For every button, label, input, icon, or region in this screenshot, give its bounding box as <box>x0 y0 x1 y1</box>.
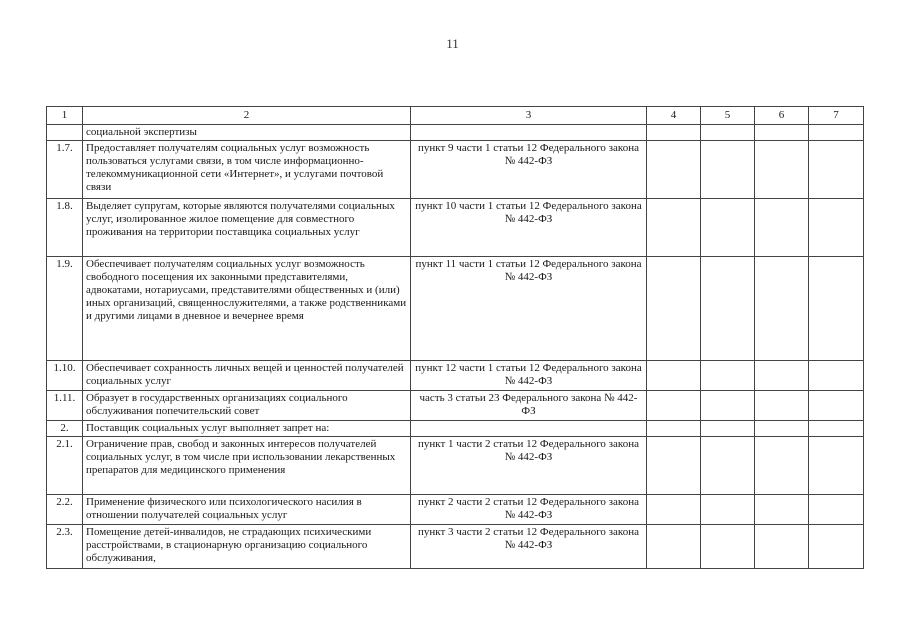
legal-reference: пункт 3 части 2 статьи 12 Федерального закона № 442-ФЗ <box>411 525 647 569</box>
empty-cell <box>647 199 701 257</box>
header-cell: 2 <box>83 107 411 125</box>
item-number: 2.1. <box>47 437 83 495</box>
legal-reference: пункт 9 части 1 статьи 12 Федерального закона № 442-ФЗ <box>411 141 647 199</box>
empty-cell <box>809 437 864 495</box>
empty-cell <box>809 495 864 525</box>
empty-cell <box>755 125 809 141</box>
legal-reference: пункт 12 части 1 статьи 12 Федерального закона № 442-ФЗ <box>411 361 647 391</box>
empty-cell <box>701 391 755 421</box>
legal-reference: пункт 2 части 2 статьи 12 Федерального закона № 442-ФЗ <box>411 495 647 525</box>
legal-reference <box>411 421 647 437</box>
empty-cell <box>647 421 701 437</box>
empty-cell <box>755 525 809 569</box>
table-row <box>47 257 864 361</box>
table-row <box>47 437 864 495</box>
empty-cell <box>809 391 864 421</box>
requirements-table <box>46 106 864 569</box>
item-number: 1.11. <box>47 391 83 421</box>
item-number: 1.10. <box>47 361 83 391</box>
requirement-text: социальной экспертизы <box>83 125 411 141</box>
header-cell: 3 <box>411 107 647 125</box>
empty-cell <box>647 125 701 141</box>
legal-reference: пункт 1 части 2 статьи 12 Федерального закона № 442-ФЗ <box>411 437 647 495</box>
empty-cell <box>755 437 809 495</box>
header-cell: 7 <box>809 107 864 125</box>
requirement-text: Применение физического или психологического насилия в отношении получателей социальных услуг <box>83 495 411 525</box>
empty-cell <box>755 257 809 361</box>
item-number: 1.7. <box>47 141 83 199</box>
header-cell: 4 <box>647 107 701 125</box>
requirement-text: Обеспечивает получателям социальных услуг возможность свободного посещения их законными представителями, адвокатами, нотариусами, представителями общественных и (или) иных организаций, священнослужителями, а также родственниками и другими лицами в дневное и вечернее время <box>83 257 411 361</box>
empty-cell <box>809 199 864 257</box>
table-row <box>47 199 864 257</box>
item-number: 2. <box>47 421 83 437</box>
empty-cell <box>647 391 701 421</box>
empty-cell <box>809 361 864 391</box>
requirement-text: Обеспечивает сохранность личных вещей и ценностей получателей социальных услуг <box>83 361 411 391</box>
empty-cell <box>755 141 809 199</box>
empty-cell <box>755 199 809 257</box>
empty-cell <box>809 141 864 199</box>
requirement-text: Помещение детей-инвалидов, не страдающих психическими расстройствами, в стационарную организацию социального обслуживания, <box>83 525 411 569</box>
empty-cell <box>701 141 755 199</box>
empty-cell <box>701 257 755 361</box>
legal-reference: часть 3 статьи 23 Федерального закона № 442-ФЗ <box>411 391 647 421</box>
legal-reference: пункт 10 части 1 статьи 12 Федерального закона № 442-ФЗ <box>411 199 647 257</box>
empty-cell <box>755 391 809 421</box>
item-number: 2.3. <box>47 525 83 569</box>
table-row <box>47 361 864 391</box>
requirement-text: Выделяет супругам, которые являются получателями социальных услуг, изолированное жилое помещение для совместного проживания на территории поставщика социальных услуг <box>83 199 411 257</box>
empty-cell <box>809 257 864 361</box>
page-number: 11 <box>446 36 459 51</box>
empty-cell <box>701 437 755 495</box>
header-cell: 6 <box>755 107 809 125</box>
empty-cell <box>755 495 809 525</box>
empty-cell <box>647 257 701 361</box>
legal-reference <box>411 125 647 141</box>
empty-cell <box>647 495 701 525</box>
item-number: 1.9. <box>47 257 83 361</box>
empty-cell <box>701 525 755 569</box>
empty-cell <box>701 421 755 437</box>
item-number: 2.2. <box>47 495 83 525</box>
header-row <box>47 107 864 125</box>
table-row <box>47 391 864 421</box>
table-row <box>47 125 864 141</box>
empty-cell <box>701 199 755 257</box>
header-cell: 1 <box>47 107 83 125</box>
requirement-text: Поставщик социальных услуг выполняет запрет на: <box>83 421 411 437</box>
item-number <box>47 125 83 141</box>
empty-cell <box>809 125 864 141</box>
table-row <box>47 421 864 437</box>
empty-cell <box>755 361 809 391</box>
requirement-text: Образует в государственных организациях социального обслуживания попечительский совет <box>83 391 411 421</box>
empty-cell <box>701 125 755 141</box>
empty-cell <box>647 141 701 199</box>
table-row <box>47 141 864 199</box>
empty-cell <box>701 495 755 525</box>
empty-cell <box>701 361 755 391</box>
requirement-text: Предоставляет получателям социальных услуг возможность пользоваться услугами связи, в том числе информационно-телекоммуникационной сети «Интернет», и услугами почтовой связи <box>83 141 411 199</box>
requirement-text: Ограничение прав, свобод и законных интересов получателей социальных услуг, в том числе при использовании лекарственных препаратов для медицинского применения <box>83 437 411 495</box>
empty-cell <box>647 361 701 391</box>
empty-cell <box>755 421 809 437</box>
header-cell: 5 <box>701 107 755 125</box>
item-number: 1.8. <box>47 199 83 257</box>
empty-cell <box>809 421 864 437</box>
empty-cell <box>647 437 701 495</box>
empty-cell <box>647 525 701 569</box>
legal-reference: пункт 11 части 1 статьи 12 Федерального закона № 442-ФЗ <box>411 257 647 361</box>
table-row <box>47 495 864 525</box>
table-row <box>47 525 864 569</box>
empty-cell <box>809 525 864 569</box>
